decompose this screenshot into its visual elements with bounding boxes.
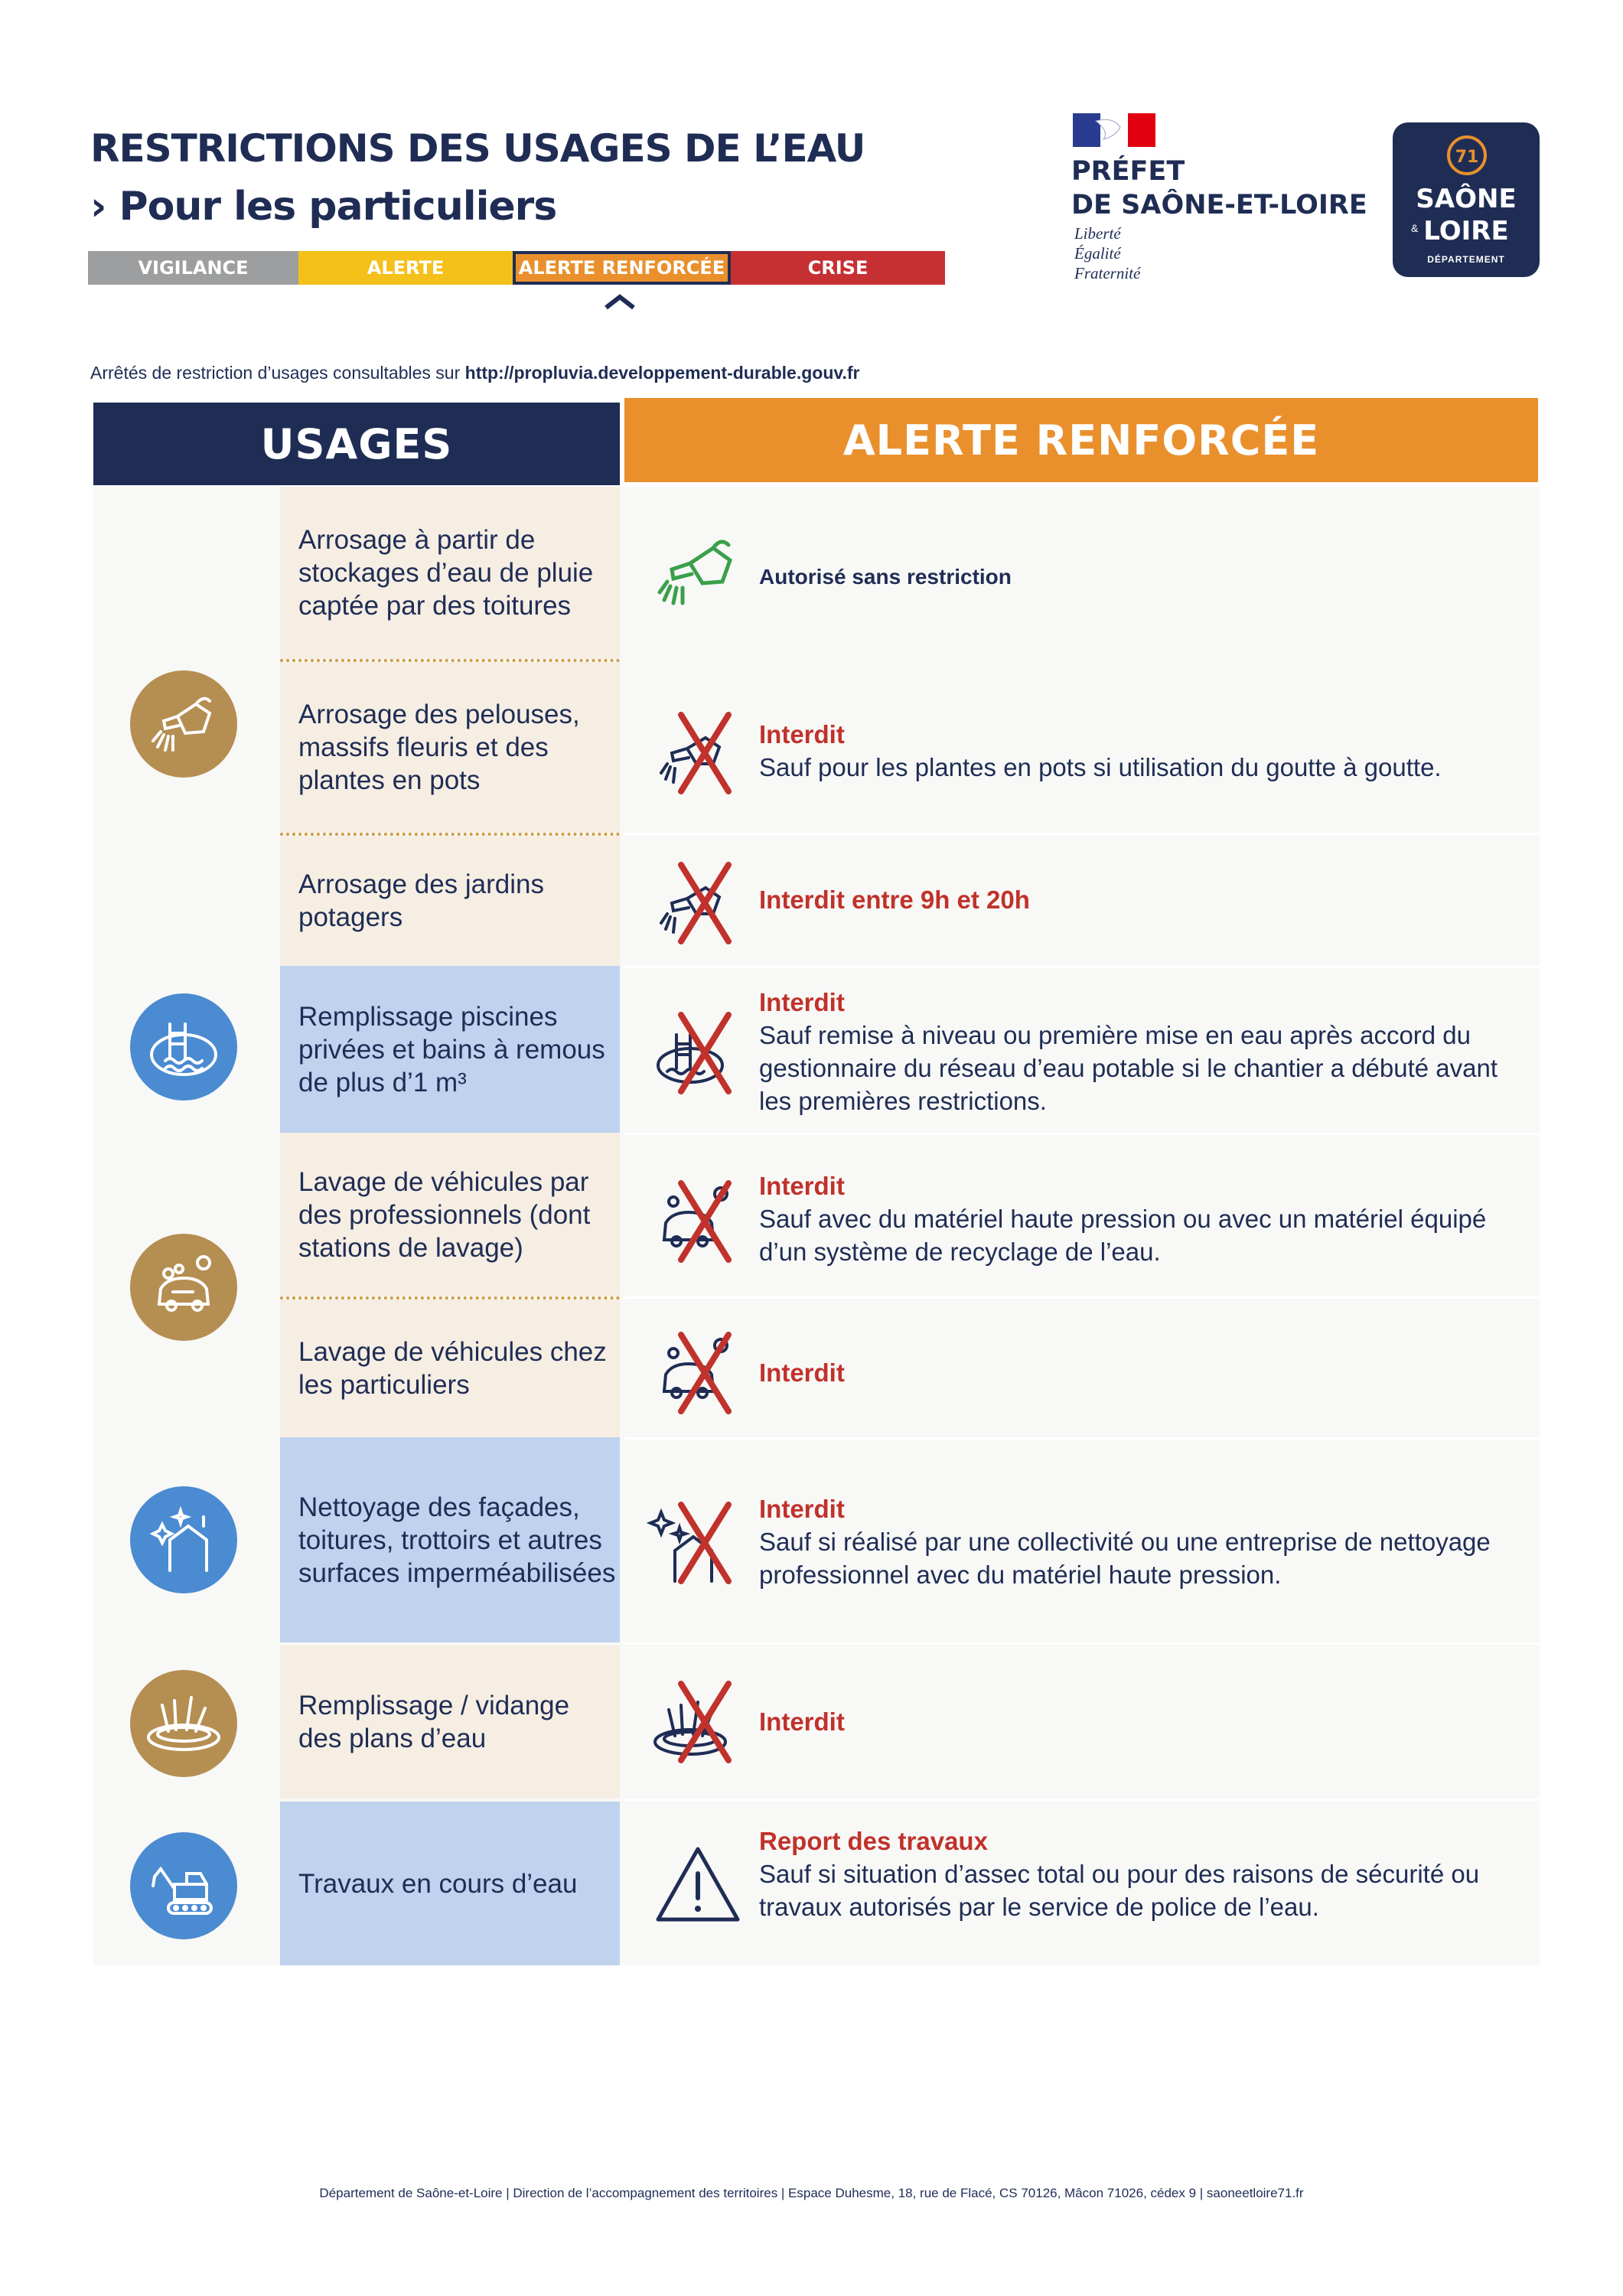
row-separator: [624, 1642, 1540, 1645]
level-alerte: ALERTE: [298, 251, 513, 285]
car-wash-category-icon: [130, 1234, 237, 1341]
usage-label-piscines: Remplissage piscines privées et bains à remous de plus d’1 m³: [280, 966, 620, 1133]
rule-arrosage-pelouses: Interdit Sauf pour les plantes en pots si utilisation du goutte à goutte.: [759, 720, 1442, 781]
usage-label-lavage-particuliers: Lavage de véhicules chez les particuliers: [280, 1300, 620, 1437]
rule-lavage-professionnels: Interdit Sauf avec du matériel haute pression ou avec un matériel équipé d’un système de recyclage de l’eau.: [759, 1172, 1487, 1266]
row-separator: [624, 1437, 1540, 1440]
watering-category-icon: [130, 670, 237, 778]
usage-label-plans-eau: Remplissage / vidange des plans d’eau: [280, 1645, 620, 1799]
excavator-category-icon: [130, 1832, 237, 1939]
column-header-usages: USAGES: [93, 403, 620, 485]
footer-address: Département de Saône-et-Loire | Direction de l’accompagnement des territoires | Espace Duhesme, 18, rue de Flacé, CS 70126, Mâcon 71026, cédex 9 | saoneetloire71.fr: [319, 2186, 1304, 2200]
svg-text:71: 71: [1455, 148, 1479, 167]
page-title: RESTRICTIONS DES USAGES DE L’EAU: [90, 126, 865, 171]
row-separator: [624, 966, 1540, 968]
usage-label-travaux: Travaux en cours d’eau: [280, 1802, 620, 1965]
rule-piscines: Interdit Sauf remise à niveau ou première mise en eau après accord du gestionnaire du réseau d’eau potable si le chantier a débuté avant les premières restrictions.: [759, 988, 1498, 1115]
republic-motto: Liberté Égalité Fraternité: [1074, 224, 1141, 282]
usage-label-lavage-professionnels: Lavage de véhicules par des professionnels (dont stations de lavage): [280, 1133, 620, 1296]
row-separator: [624, 1133, 1540, 1135]
prefet-name: PRÉFET DE SAÔNE-ET-LOIRE: [1071, 156, 1367, 220]
arretes-reference: Arrêtés de restriction d’usages consultables sur http://propluvia.developpement-durable.gouv.fr: [90, 363, 860, 383]
facade-cleaning-category-icon: [130, 1486, 237, 1593]
watering-forbidden-icon: [644, 707, 751, 799]
alert-levels-bar: [88, 251, 945, 285]
usage-label-nettoyage-facades: Nettoyage des façades, toitures, trottoirs et autres surfaces imperméabilisées: [280, 1437, 620, 1642]
usage-label-jardins-potagers: Arrosage des jardins potagers: [280, 836, 620, 966]
pool-forbidden-icon: [644, 1007, 751, 1099]
propluvia-link[interactable]: http://propluvia.developpement-durable.gouv.fr: [464, 363, 860, 383]
car-wash-forbidden-icon: [644, 1176, 751, 1267]
usage-label-arrosage-pluie: Arrosage à partir de stockages d’eau de pluie captée par des toitures: [280, 487, 620, 659]
pond-forbidden-icon: [644, 1676, 751, 1768]
rule-plans-eau: Interdit: [759, 1707, 845, 1736]
departement-logo: 71 SAÔNE & LOIRE DÉPARTEMENT: [1393, 122, 1540, 277]
warning-triangle-icon: [644, 1840, 751, 1932]
row-separator: [624, 1799, 1540, 1801]
facade-cleaning-forbidden-icon: [644, 1497, 751, 1589]
rule-travaux: Report des travaux Sauf si situation d’assec total ou pour des raisons de sécurité ou travaux autorisés par le service de police de l’eau.: [759, 1827, 1480, 1921]
pond-category-icon: [130, 1670, 237, 1777]
active-level-caret-icon: [603, 292, 637, 311]
level-crise: CRISE: [731, 251, 945, 285]
rule-arrosage-pluie: Autorisé sans restriction: [759, 565, 1012, 589]
level-alerte-renforcee: ALERTE RENFORCÉE: [513, 251, 731, 285]
watering-can-allowed-icon: [644, 525, 751, 617]
departement-71-badge-icon: [1446, 135, 1488, 176]
usage-label-arrosage-pelouses: Arrosage des pelouses, massifs fleuris et des plantes en pots: [280, 662, 620, 833]
rule-jardins-potagers: Interdit entre 9h et 20h: [759, 885, 1030, 914]
rule-nettoyage-facades: Interdit Sauf si réalisé par une collectivité ou une entreprise de nettoyage professionnel avec du matériel haute pression.: [759, 1495, 1491, 1589]
watering-forbidden-icon: [644, 857, 751, 949]
column-header-alerte-renforcee: ALERTE RENFORCÉE: [624, 398, 1538, 482]
swimming-pool-category-icon: [130, 993, 237, 1101]
restrictions-table: [93, 487, 1540, 1965]
row-separator: [624, 833, 1540, 835]
car-wash-forbidden-icon: [644, 1327, 751, 1419]
rule-lavage-particuliers: Interdit: [759, 1358, 845, 1387]
row-separator: [624, 1296, 1540, 1299]
marianne-logo-icon: [1073, 113, 1155, 147]
level-vigilance: VIGILANCE: [88, 251, 298, 285]
page-subtitle: › Pour les particuliers: [90, 184, 557, 230]
